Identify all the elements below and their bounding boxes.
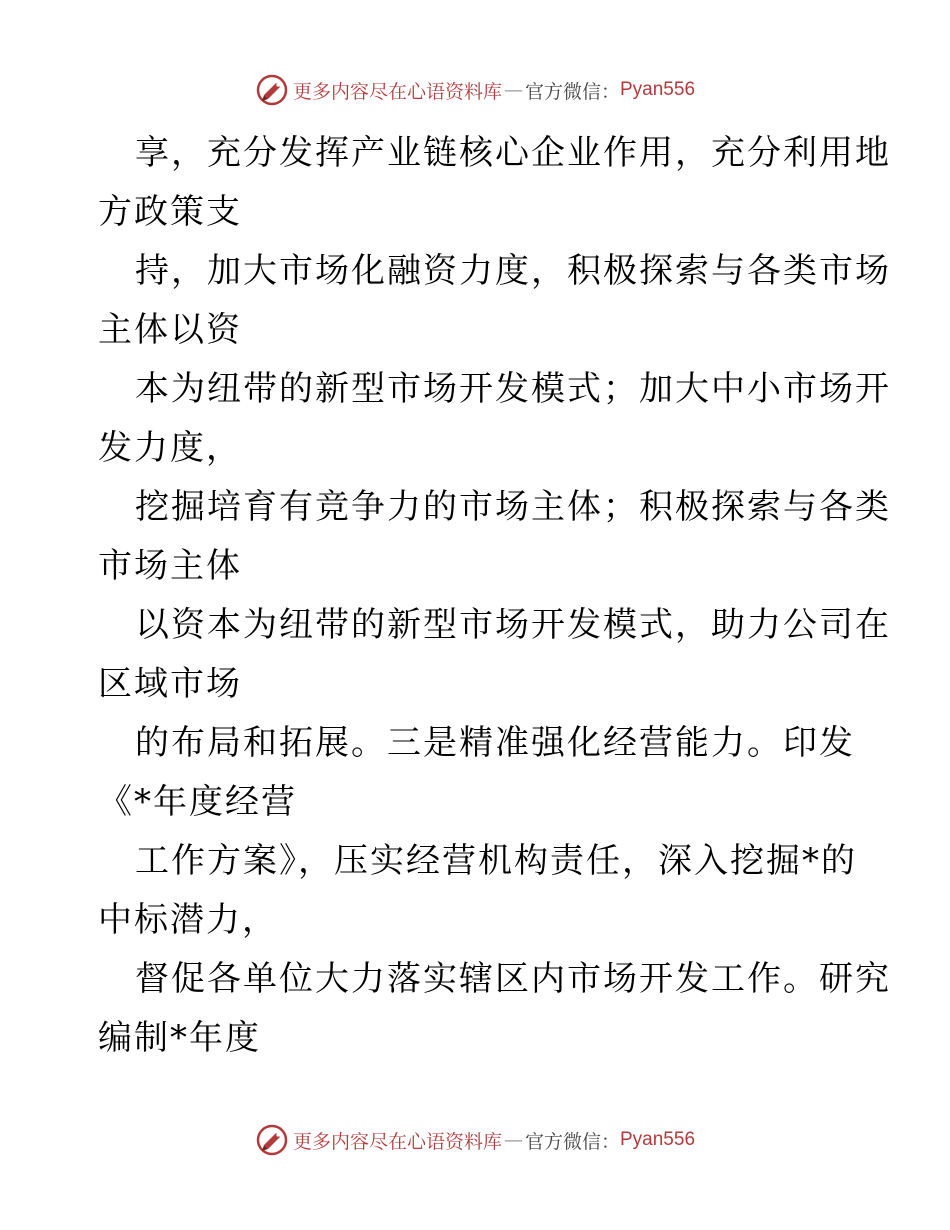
text-line: 工作方案》，压实经营机构责任，深入挖掘*的 中标潜力，: [98, 841, 857, 940]
pen-logo-icon: [255, 73, 289, 107]
text-line: 本为纽带的新型市场开发模式；加大中小市场开 发力度，: [98, 369, 891, 468]
banner-dash: —: [503, 1129, 523, 1151]
text-line: 以资本为纽带的新型市场开发模式，助力公司在 区域市场: [98, 605, 891, 704]
text-line: 挖掘培育有竞争力的市场主体；积极探索与各类 市场主体: [98, 487, 891, 586]
banner-dash: —: [503, 79, 523, 101]
footer-banner: [0, 1120, 950, 1160]
banner-slogan: 更多内容尽在心语资料库: [292, 1130, 502, 1153]
document-body: [98, 124, 891, 1068]
text-line: 的布局和拓展。三是精准强化经营能力。印发 《*年度经营: [98, 723, 855, 822]
banner-wechat-label: 官方微信：: [524, 80, 620, 103]
banner-slogan: 更多内容尽在心语资料库: [292, 80, 502, 103]
text-line: 享，充分发挥产业链核心企业作用，充分利用地 方政策支: [98, 133, 891, 232]
header-banner: [0, 70, 950, 110]
pen-logo-icon: [255, 1123, 289, 1157]
banner-wechat-id: Pyan556: [620, 79, 696, 100]
text-line: 督促各单位大力落实辖区内市场开发工作。研究 编制*年度: [98, 959, 891, 1058]
text-line: 持，加大市场化融资力度，积极探索与各类市场 主体以资: [98, 251, 891, 350]
banner-wechat-id: Pyan556: [620, 1129, 696, 1150]
banner-wechat-label: 官方微信：: [524, 1130, 620, 1153]
